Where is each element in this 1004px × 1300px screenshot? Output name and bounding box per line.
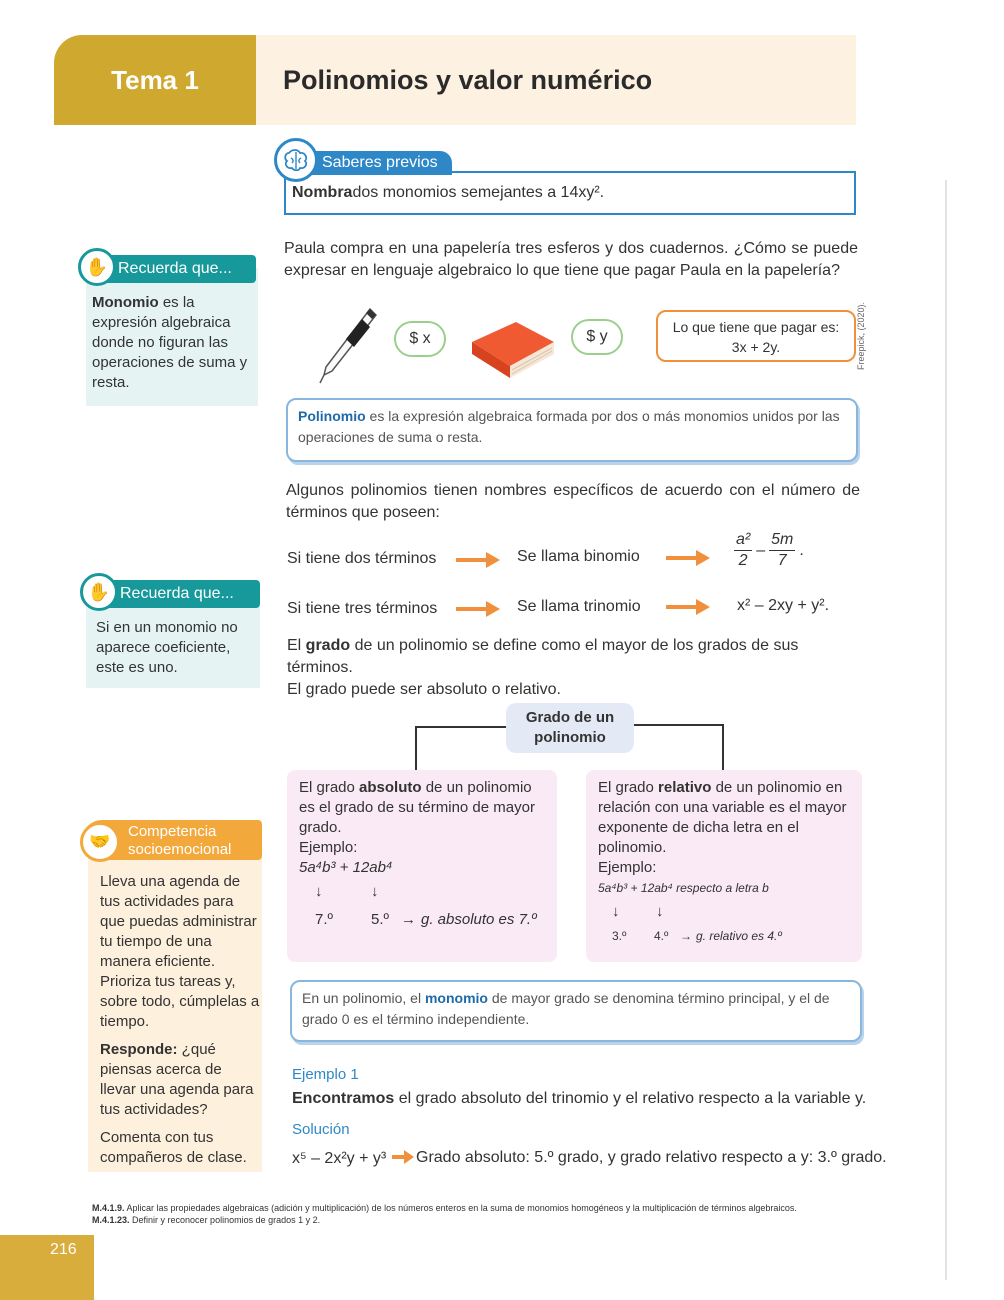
down-arrow-icon: ↓ [656, 903, 664, 920]
responde-text: ¿qué piensas acerca de llevar una agenda para tus actividades? [100, 1041, 254, 1118]
abs-arrows [299, 878, 545, 938]
arrow-icon [392, 1150, 414, 1164]
arrow-icon [666, 549, 710, 567]
definition-text: es la expresión algebraica formada por dos o más monomios unidos por las operaciones de suma o resta. [298, 408, 840, 445]
abs-ejemplo: Ejemplo: [299, 839, 358, 856]
handshake-icon: 🤝 [80, 822, 120, 862]
recuerda-label-2: Recuerda que... [82, 580, 260, 608]
abs-v2: 5.º [371, 911, 389, 928]
arrow-icon [456, 551, 500, 569]
abs-v1: 7.º [315, 911, 333, 928]
competencia-comenta [100, 1128, 260, 1168]
frac1-num: a² [734, 530, 752, 551]
down-arrow-icon: ↓ [315, 883, 323, 900]
pay-expression: 3x + 2y. [731, 339, 781, 355]
down-arrow-icon: ↓ [371, 883, 379, 900]
pen-icon [318, 305, 378, 385]
frac-minus: – [756, 541, 766, 559]
ejemplo-statement [292, 1088, 872, 1110]
saberes-box [284, 171, 856, 215]
hand-icon: ✋ [80, 573, 118, 611]
polinomio-definition [286, 398, 858, 462]
grado-post: de un polinomio se define como el mayor de los grados de sus términos. [287, 637, 799, 676]
competencia-text: Lleva una agenda de tus actividades para que puedas administrar tu tiempo de una manera eficiente. Prioriza tus tareas y, sobre todo, cúmplelas a tiempo. [100, 873, 260, 1030]
intro-paragraph: Paula compra en una papelería tres esferos y dos cuadernos. ¿Cómo se puede expresar en lenguaje algebraico lo que tiene que pagar Paula en la papelería? [284, 240, 858, 279]
termino-principal-box [290, 980, 862, 1042]
abs-expr: 5a⁴b³ + 12ab⁴ [299, 859, 393, 876]
connector-right [634, 724, 724, 770]
saberes-text: dos monomios semejantes a 14xy². [352, 184, 605, 201]
recuerda1-text: es la expresión algebraica donde no figuran las operaciones de suma y resta. [92, 294, 248, 391]
binomio-example [734, 530, 804, 571]
pay-label: Lo que tiene que pagar es: [672, 319, 840, 335]
rel-pre: El grado [598, 779, 659, 796]
page-edge-divider [945, 180, 947, 1280]
row-binomio-name: Se llama binomio [517, 548, 640, 565]
grado-diagram-head: Grado de un polinomio [506, 703, 634, 753]
rel-expr: 5a⁴b³ + 12ab⁴ [598, 881, 673, 895]
abs-post: de un polinomio es el grado de su término de mayor grado. [299, 779, 535, 836]
comenta-bold: Comenta [100, 1129, 161, 1146]
rel-v2: 4.º [654, 929, 669, 943]
ejemplo-title: Ejemplo 1 [292, 1066, 359, 1083]
page-title: Polinomios y valor numérico [256, 35, 856, 125]
tema-label: Tema 1 [54, 35, 256, 125]
ejemplo-answer: Grado absoluto: 5.º grado, y grado relativo respecto a y: 3.º grado. [416, 1149, 887, 1166]
comenta-text: con tus compañeros de clase. [100, 1129, 247, 1166]
grado-relativo-box [586, 770, 862, 962]
principal-bold: monomio [424, 990, 488, 1006]
arrow-icon [456, 600, 500, 618]
book-icon [468, 318, 558, 382]
frac2-den: 7 [777, 552, 787, 569]
footer-text-2: Definir y reconocer polinomios de grados 1 y 2. [129, 1215, 321, 1225]
brain-icon [274, 138, 318, 182]
recuerda-text-2: Si en un monomio no aparece coeficiente, este es uno. [96, 619, 238, 676]
grado-line2: El grado puede ser absoluto o relativo. [287, 681, 561, 698]
saberes-bold: Nombra [292, 184, 353, 201]
frac-end: . [799, 541, 804, 559]
pen-price-tag: $ x [394, 321, 446, 357]
row-binomio-condition: Si tiene dos términos [287, 550, 437, 567]
hand-icon: ✋ [78, 248, 116, 286]
rel-note: g. relativo es 4.º [696, 929, 782, 943]
right-arrow-icon: → [680, 929, 692, 943]
recuerda-label-1: Recuerda que... [80, 255, 256, 283]
ejemplo-bold: Encontramos [292, 1090, 395, 1107]
footer-text-1: Aplicar las propiedades algebraicas (adición y multiplicación) de los números enteros en la suma de monomios homogéneos y la multiplicación de términos algebraicos. [124, 1203, 797, 1213]
footer-code-1: M.4.1.9. [92, 1203, 125, 1213]
page-number: 216 [0, 1235, 94, 1300]
arrow-icon [666, 598, 710, 616]
connector-left [415, 726, 507, 770]
rel-post: de un polinomio en relación con una variable es el mayor exponente de dicha letra en el polinomio. [598, 779, 847, 856]
ejemplo-expression: x⁵ – 2x²y + y³ [292, 1150, 387, 1167]
right-arrow-icon: → [401, 911, 416, 928]
pay-box [656, 310, 856, 362]
abs-note: g. absoluto es 7.º [421, 911, 537, 928]
down-arrow-icon: ↓ [612, 903, 620, 920]
ejemplo-text: el grado absoluto del trinomio y el relativo respecto a la variable y. [394, 1090, 867, 1107]
rel-v1: 3.º [612, 929, 627, 943]
book-price-tag: $ y [571, 319, 623, 355]
rel-expr-note: respecto a letra b [676, 881, 769, 895]
footer-code-2: M.4.1.23. [92, 1215, 130, 1225]
competencia-label-2: socioemocional [128, 841, 232, 858]
abs-pre: El grado [299, 779, 360, 796]
grado-bold: grado [305, 637, 351, 654]
recuerda1-bold: Monomio [92, 294, 159, 311]
saberes-label: Saberes previos [312, 151, 452, 175]
trinomio-example: x² – 2xy + y². [737, 597, 830, 614]
footer-notes [92, 1202, 872, 1226]
competencia-responde [100, 1040, 260, 1120]
grado-absoluto-box [287, 770, 557, 962]
principal-post: de mayor grado se denomina término principal, y el de grado 0 es el término independiente. [302, 990, 830, 1027]
recuerda-text-1 [92, 293, 252, 393]
abs-bold: absoluto [359, 779, 422, 796]
responde-bold: Responde: [100, 1041, 178, 1058]
row-trinomio-name: Se llama trinomio [517, 598, 641, 615]
rel-bold: relativo [658, 779, 712, 796]
principal-pre: En un polinomio, el [302, 990, 425, 1006]
rel-ejemplo: Ejemplo: [598, 859, 657, 876]
competencia-label-1: Competencia [128, 823, 217, 840]
row-trinomio-condition: Si tiene tres términos [287, 600, 438, 617]
image-credit: Freepick, (2020). [856, 301, 866, 370]
grado-paragraph [287, 635, 867, 701]
solucion-title: Solución [292, 1121, 350, 1138]
frac1-den: 2 [738, 552, 748, 569]
grado-pre: El [287, 637, 306, 654]
rel-arrows [598, 898, 850, 948]
definition-bold: Polinomio [298, 408, 366, 424]
names-intro: Algunos polinomios tienen nombres específicos de acuerdo con el número de términos que poseen: [286, 482, 860, 521]
frac2-num: 5m [769, 530, 795, 551]
